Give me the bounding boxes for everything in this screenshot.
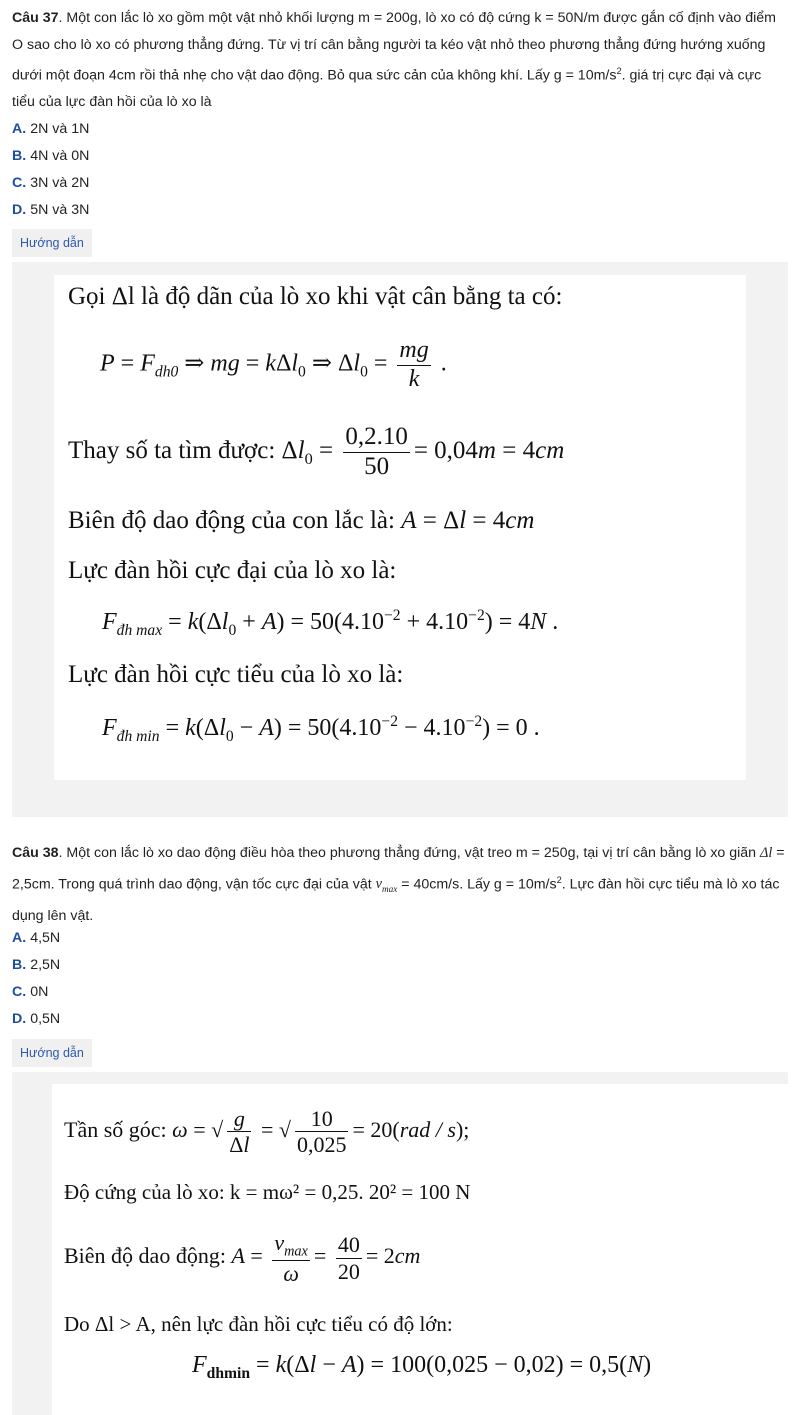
q38-sol-line2: Độ cứng của lò xo: k = mω² = 0,25. 20² = 100 N — [64, 1180, 471, 1204]
q37-sol-line1: Gọi Δl là độ dãn của lò xo khi vật cân bằng ta có: — [68, 283, 563, 310]
q37-sol-line4: Biên độ dao động của con lắc là: A = Δl = 4cm — [68, 507, 535, 534]
q37-option-c[interactable]: C. 3N và 2N — [12, 175, 90, 191]
q37-sup: 2 — [616, 66, 622, 76]
q37-sol-formula1: $P = F_{dh0}$ ⇒ mg = kΔl$_0$ ⇒ $\Delta l_0$ = $\frac{mg}{k}$ . — [100, 337, 447, 392]
q37-sol-line7: Lực đàn hồi cực tiểu của lò xo là: — [68, 661, 404, 688]
q38-label: Câu 38 — [12, 845, 59, 861]
q38-option-b[interactable]: B. 2,5N — [12, 957, 61, 973]
q37-option-b[interactable]: B. 4N và 0N — [12, 148, 90, 164]
q37-text: . Một con lắc lò xo gồm một vật nhỏ khối lượng m = 200g, lò xo có độ cứng k = 50N/m được gắn cố định vào điểm O sao cho lò xo có phương thẳng đứng. Từ vị trí cân bằng người ta kéo vật nhỏ theo phương thẳng đứng hướng xuống dưới một đoạn 4cm rồi thả nhẹ cho vật dao động. Bỏ qua sức cản của không khí. Lấy g = 10m/s — [12, 10, 776, 84]
q37-sol-formula-min: $F_{đh min} = k(\Delta l_0 - A) = 50(4.10^{-2} - 4.10^{-2}) = 0$ . — [102, 713, 540, 745]
q37-solution-image — [54, 275, 746, 780]
q38-sol-line1: Tần số góc: ω = √ $\frac{g}{\Delta l}$ = √ $\frac{10}{0,025}$ = 20(rad / s); — [64, 1106, 470, 1158]
q38-sol-line3: Biên độ dao động: A = $\frac{v_{max}}{\omega}$ = $\frac{40}{20}$ = 2cm — [64, 1230, 421, 1286]
q37-solution-panel — [12, 262, 788, 817]
q38-option-d[interactable]: D. 0,5N — [12, 1011, 61, 1027]
q37-hint-button[interactable]: Hướng dẫn — [12, 229, 92, 257]
q37-label: Câu 37 — [12, 10, 59, 26]
q37-option-a[interactable]: A. 2N và 1N — [12, 121, 90, 137]
q38-solution-panel — [12, 1072, 788, 1415]
q38-option-a[interactable]: A. 4,5N — [12, 930, 61, 946]
q38-question: Câu 38. Một con lắc lò xo dao động điều hòa theo phương thẳng đứng, vật treo m = 250g, tại vị trí cân bằng lò xo giãn Δl = 2,5cm. Trong quá trình dao động, vận tốc cực đại của vật $v_{max} = 40cm/s$. Lấy $g = 10m/s^2$. Lực đàn hồi cực tiểu mà lò xo tác dụng lên vật. — [12, 845, 785, 924]
q37-sol-formula-max: $F_{đh max} = k(\Delta l_0 + A) = 50(4.10^{-2} + 4.10^{-2}) = 4N$ . — [102, 607, 559, 639]
q37-text-end: . giá trị cực đại và cực tiểu của lực đàn hồi của lò xo là — [12, 67, 762, 111]
q38-sol-formula-min: $F_{dhmin} = k(\Delta l - A) = 100(0,025 - 0,02) = 0,5(N)$ — [192, 1352, 652, 1382]
q37-sol-line5: Lực đàn hồi cực đại của lò xo là: — [68, 557, 397, 584]
q37-question — [12, 5, 788, 116]
q38-option-c[interactable]: C. 0N — [12, 984, 49, 1000]
q38-hint-button[interactable]: Hướng dẫn — [12, 1039, 92, 1067]
q37-option-d[interactable]: D. 5N và 3N — [12, 202, 90, 218]
q38-solution-image — [52, 1084, 788, 1415]
q38-sol-line4: Do Δl > A, nên lực đàn hồi cực tiểu có độ lớn: — [64, 1312, 453, 1336]
q37-sol-line3: Thay số ta tìm được: $\Delta l_0$ = $\frac{0,2.10}{50}$ = 0,04m = 4cm — [68, 423, 565, 480]
